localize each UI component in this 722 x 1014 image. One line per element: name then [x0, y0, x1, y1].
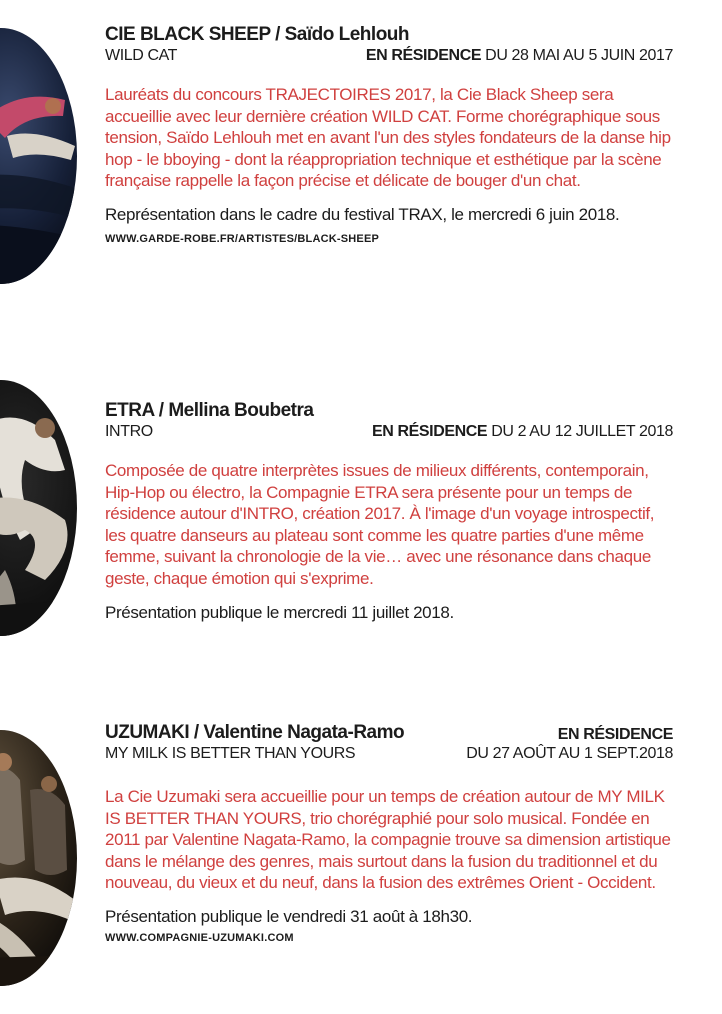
presentation-text: Présentation publique le mercredi 11 juillet 2018. — [105, 602, 454, 622]
dancer-photo-uzumaki — [0, 730, 77, 986]
website-link[interactable]: WWW.GARDE-ROBE.FR/ARTISTES/BLACK-SHEEP — [105, 232, 380, 245]
show-title: MY MILK IS BETTER THAN YOURS — [105, 745, 356, 762]
presentation-text: Présentation publique le vendredi 31 août à 18h30. — [105, 906, 473, 926]
company-title: ETRA / Mellina Boubetra — [105, 400, 314, 421]
dancer-photo-etra — [0, 380, 77, 636]
residency-info — [372, 422, 673, 442]
residency-label: EN RÉSIDENCE — [365, 47, 482, 64]
residency-label: EN RÉSIDENCE — [557, 726, 673, 743]
dancer-photo-black-sheep — [0, 28, 77, 284]
residency-info — [366, 46, 673, 66]
description: Composée de quatre interprètes issues de milieux différents, contemporain, Hip-Hop ou électro, la Compagnie ETRA sera présente pour un temps de résidence autour d'INTRO, création 2017. À l'image d'un voyage introspectif, les quatre danseurs au plateau sont comme les quatre parties d'une même femme, suivant la chronologie de la vie… avec une résonance dans chaque geste, chaque émotion qui s'exprime. — [105, 461, 655, 588]
subtitle-row — [105, 744, 673, 764]
company-title: UZUMAKI / Valentine Nagata-Ramo — [105, 722, 405, 743]
presentation-text: Représentation dans le cadre du festival TRAX, le mercredi 6 juin 2018. — [105, 204, 620, 224]
residency-dates: DU 27 AOÛT AU 1 SEPT.2018 — [466, 745, 673, 762]
description: Lauréats du concours TRAJECTOIRES 2017, la Cie Black Sheep sera accueillie avec leur dernière création WILD CAT. Forme chorégraphique sous tension, Saïdo Lehlouh met en avant l'un des styles fondateurs de la danse hip hop - le bboying - dont la réappropriation technique et esthétique par la scène française rappelle la façon précise et délicate de bouger d'un chat. — [105, 85, 671, 191]
company-title: CIE BLACK SHEEP / Saïdo Lehlouh — [105, 24, 410, 45]
residency-label: EN RÉSIDENCE — [371, 423, 488, 440]
residency-dates: DU 28 MAI AU 5 JUIN 2017 — [485, 47, 673, 64]
subtitle-row — [105, 422, 673, 442]
show-title: INTRO — [105, 423, 153, 440]
website-link[interactable]: WWW.COMPAGNIE-UZUMAKI.COM — [105, 931, 294, 944]
subtitle-row — [105, 46, 673, 66]
residency-dates: DU 2 AU 12 JUILLET 2018 — [491, 423, 673, 440]
show-title: WILD CAT — [105, 47, 178, 64]
description: La Cie Uzumaki sera accueillie pour un temps de création autour de MY MILK IS BETTER THAN YOURS, trio chorégraphié pour solo musical. Fondée en 2011 par Valentine Nagata-Ramo, la compagnie trouve sa dimension artistique dans le mélange des genres, mais surtout dans la fusion du traditionnel et du nouveau, du vieux et du neuf, dans la fusion des extrêmes Orient - Occident. — [105, 787, 671, 893]
